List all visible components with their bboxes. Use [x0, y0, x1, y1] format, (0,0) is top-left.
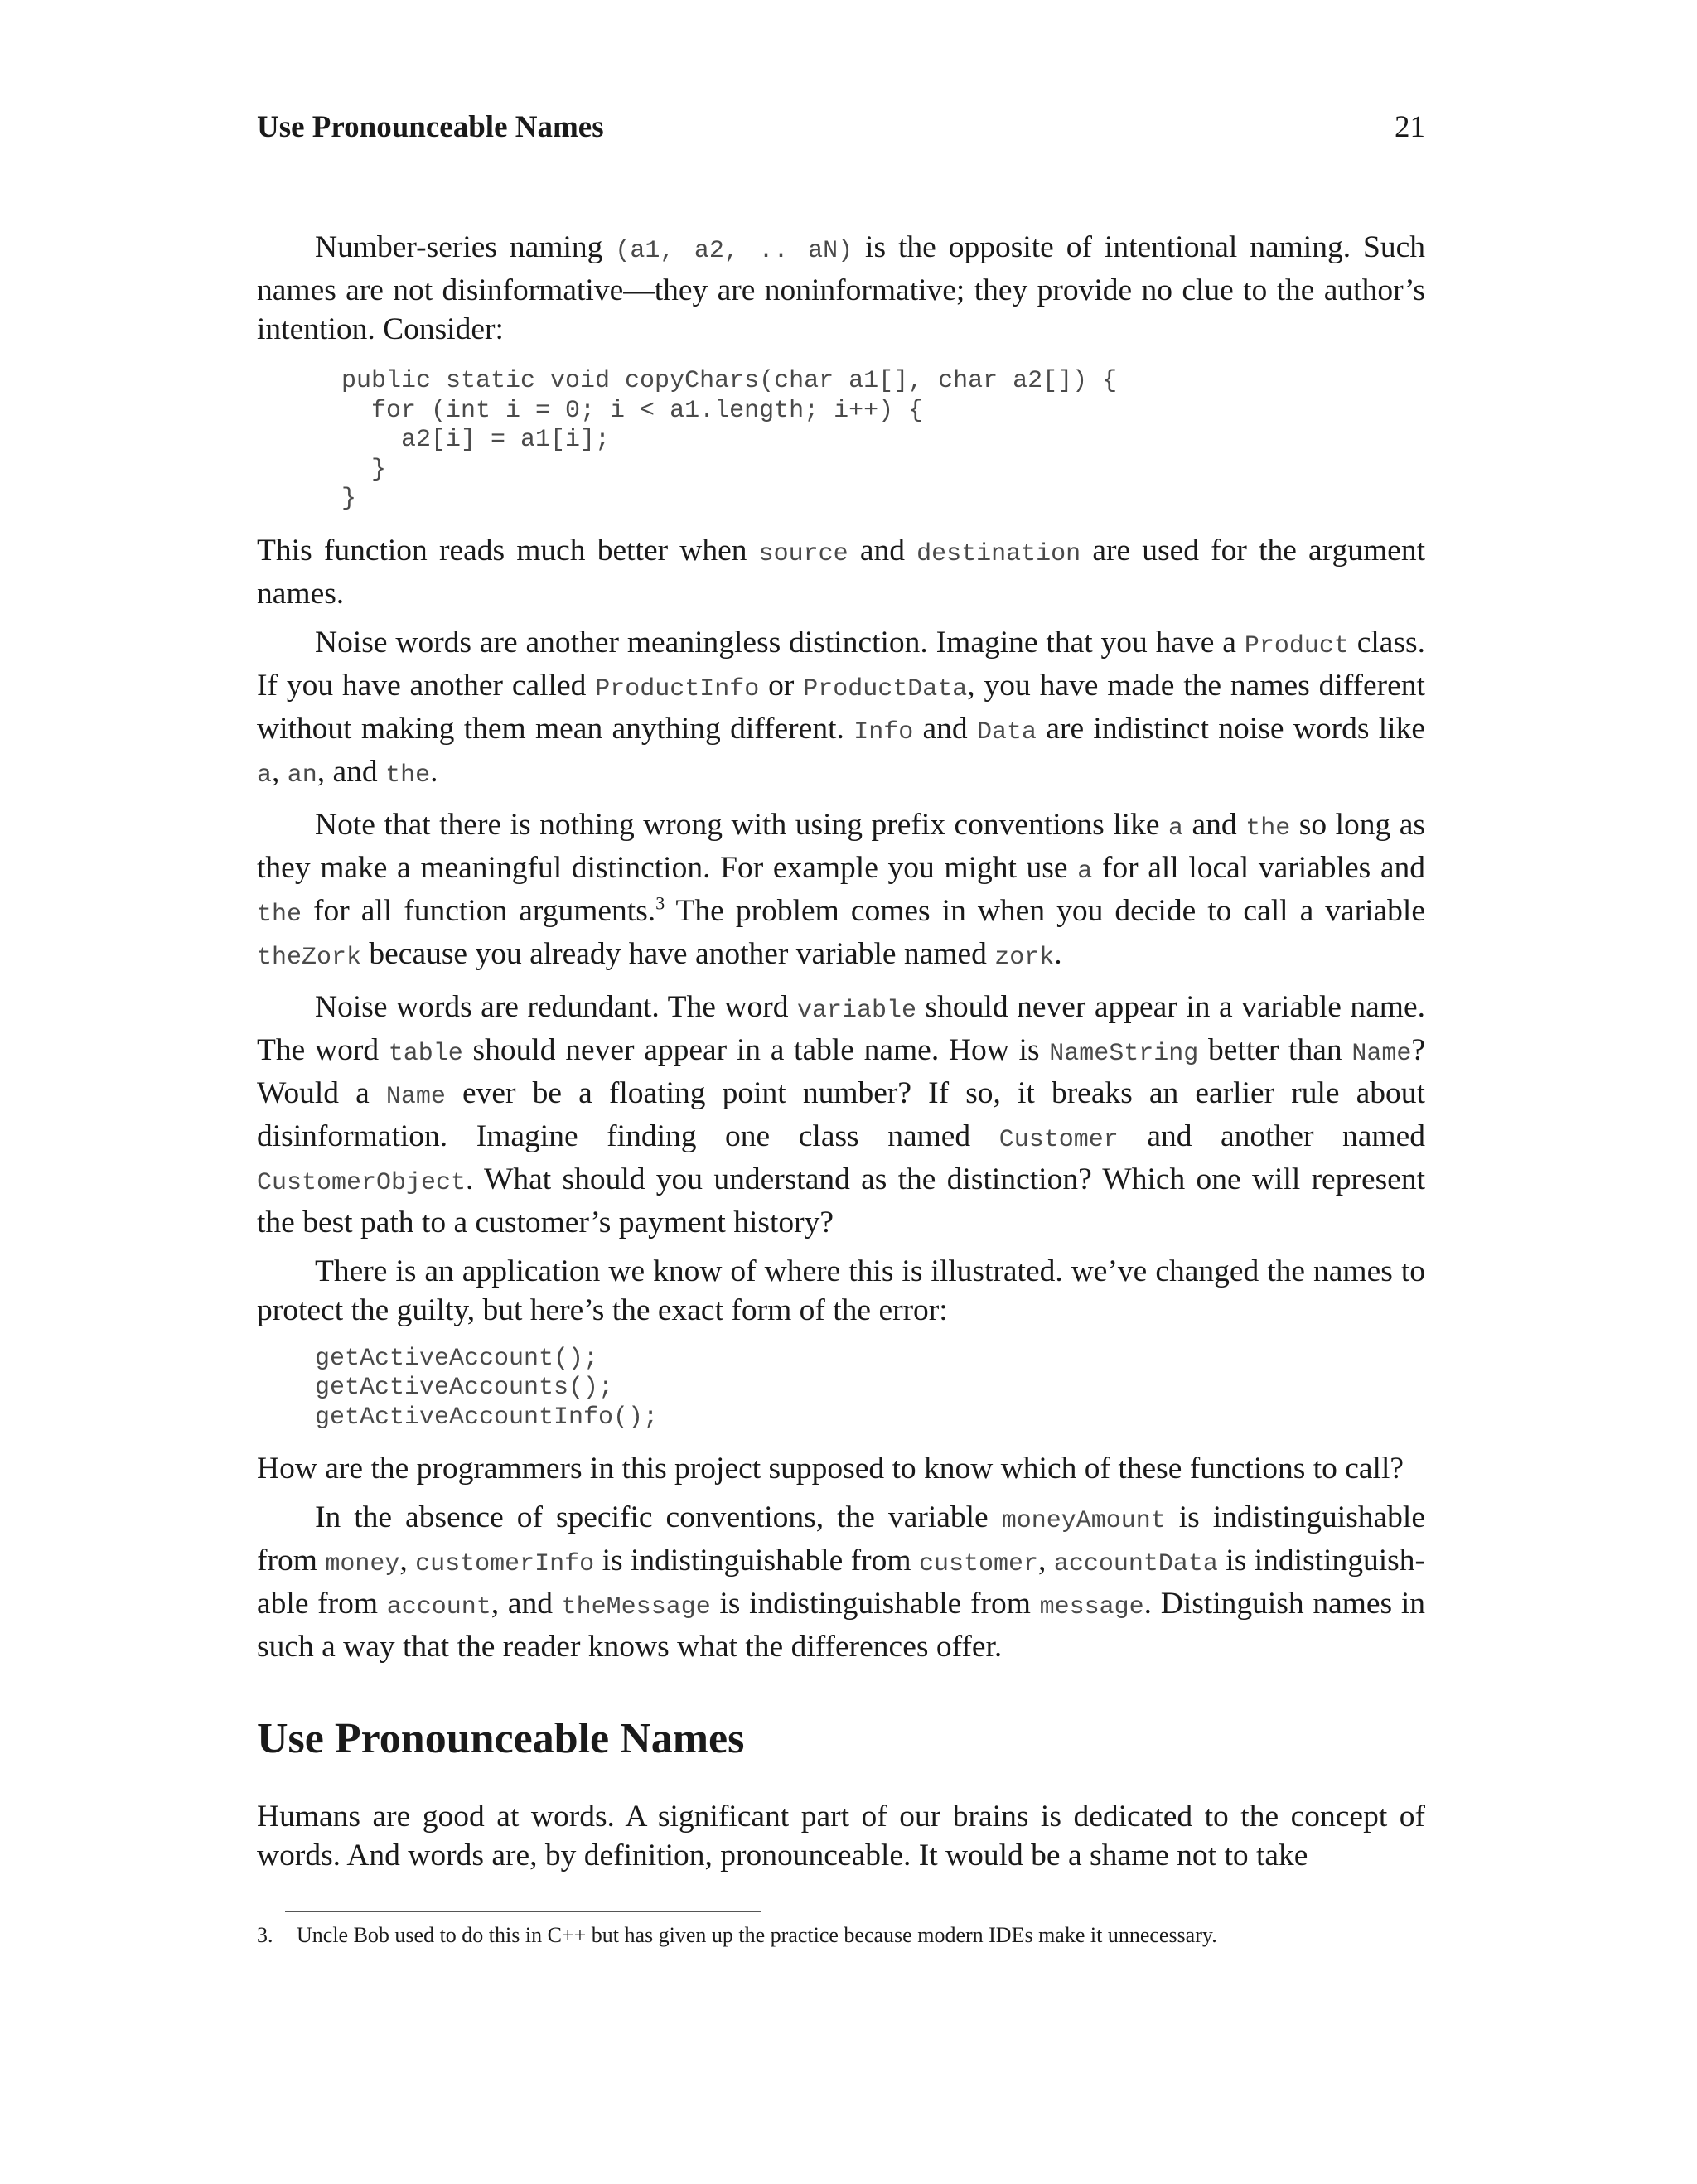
text-run: , you have made the names different without making them mean anything different.	[257, 668, 1425, 746]
book-page	[257, 0, 1425, 2184]
paragraph-redundant-words	[257, 988, 1425, 1242]
code-block-getactiveaccount: getActiveAccount(); getActiveAccounts(); getActiveAccountInfo();	[315, 1344, 659, 1432]
paragraph-noise-words	[257, 623, 1425, 795]
inline-code: Info	[853, 718, 914, 747]
inline-code: customer	[918, 1550, 1039, 1578]
inline-code: an	[287, 761, 317, 790]
inline-code: customerInfo	[415, 1550, 595, 1578]
inline-code: moneyAmount	[1001, 1507, 1166, 1535]
text-run: . Distinguish names in such a way that the reader knows what the differences offer.	[257, 1587, 1425, 1664]
text-run: better than	[1198, 1032, 1352, 1067]
text-run: are indistinct noise words like	[1037, 711, 1425, 746]
text-run: should never appear in a variable name. The word	[257, 989, 1425, 1067]
paragraph-application-example	[257, 1252, 1425, 1330]
inline-code: CustomerObject	[257, 1168, 467, 1197]
footnote-number: 3.	[257, 1923, 273, 1947]
text-run: This function reads much better when	[257, 533, 759, 568]
inline-code: Name	[385, 1082, 446, 1111]
text-run: ,	[399, 1544, 416, 1578]
text-run: because you already have another variable named	[361, 936, 995, 971]
inline-code: a	[257, 761, 273, 790]
inline-code: Data	[976, 718, 1037, 747]
inline-code: NameString	[1049, 1039, 1199, 1068]
inline-code: source	[758, 539, 848, 568]
text-run: .	[1054, 936, 1062, 971]
inline-code: message	[1039, 1593, 1144, 1621]
paragraph-humans-words	[257, 1797, 1425, 1875]
inline-code: theMessage	[561, 1593, 711, 1621]
inline-code: variable	[797, 996, 917, 1025]
inline-code: account	[386, 1593, 491, 1621]
footnote-divider	[285, 1911, 761, 1912]
inline-code: ProductData	[803, 674, 968, 703]
inline-code: (a1, a2, .. aN)	[615, 237, 853, 265]
text-run: . What should you understand as the distinction? Which one will represent the best path to a customer’s payment history?	[257, 1162, 1425, 1239]
text-run: How are the programmers in this project supposed to know which of these functions to call?	[257, 1452, 1404, 1486]
paragraph-distinguish-names	[257, 1498, 1425, 1666]
text-run: and	[1183, 807, 1246, 842]
page-number: 21	[1395, 110, 1425, 144]
text-run: Humans are good at words. A significant part of our brains is dedicated to the concept of words. And words are, by definition, pronounceable. It would be a shame not to take	[257, 1800, 1425, 1872]
inline-code: Name	[1351, 1039, 1412, 1068]
footnote-reference[interactable]: 3	[655, 892, 665, 913]
text-run: There is an application we know of where this is illustrated. we’ve changed the names to protect the guilty, but here’s the exact form of the error:	[257, 1254, 1425, 1327]
text-run: for all local variables and	[1092, 850, 1425, 885]
text-run: Note that there is nothing wrong with using prefix conventions like	[315, 807, 1169, 842]
text-run: is indistinguishable from	[257, 1500, 1425, 1578]
inline-code: Customer	[998, 1125, 1119, 1154]
footnote	[257, 1921, 1425, 1950]
text-run: or	[759, 668, 804, 703]
inline-code: accountData	[1053, 1550, 1218, 1578]
text-run: Noise words are redundant. The word	[315, 989, 798, 1024]
text-run: , and	[491, 1587, 562, 1621]
body-text	[257, 228, 1425, 1885]
section-heading: Use Pronounceable Names	[257, 1715, 745, 1762]
paragraph-prefix-conventions	[257, 805, 1425, 978]
text-run: ,	[1038, 1544, 1054, 1578]
text-run: and another named	[1118, 1119, 1425, 1153]
text-run: is indistinguishable from	[710, 1587, 1040, 1621]
text-run: ? Would a	[257, 1032, 1425, 1110]
inline-code: the	[385, 761, 431, 790]
inline-code: the	[1245, 814, 1291, 843]
text-run: and	[848, 533, 917, 568]
text-run: ever be a floating point number? If so, it breaks an earlier rule about disinformation. Imagine finding one class named	[257, 1075, 1425, 1153]
inline-code: money	[325, 1550, 400, 1578]
inline-code: destination	[916, 539, 1081, 568]
text-run: is indistinguishable from	[257, 1544, 1425, 1621]
footnote-text: Uncle Bob used to do this in C++ but has given up the practice because modern IDEs make it unnecessary.	[297, 1923, 1217, 1947]
text-run: and	[913, 711, 977, 746]
text-run: are used for the argument names.	[257, 533, 1425, 611]
inline-code: ProductInfo	[595, 674, 760, 703]
text-run: for all function arguments.	[302, 893, 656, 928]
running-head-title: Use Pronounceable Names	[257, 110, 604, 144]
paragraph-argument-names	[257, 531, 1425, 613]
inline-code: a	[1077, 857, 1093, 886]
inline-code: a	[1168, 814, 1184, 843]
text-run: class. If you have another called	[257, 625, 1425, 703]
text-run: ,	[272, 754, 288, 789]
text-run: The problem comes in when you decide to call a variable	[665, 893, 1425, 928]
text-run: should never appear in a table name. How is	[462, 1032, 1050, 1067]
inline-code: Product	[1244, 631, 1349, 660]
text-run: Noise words are another meaningless distinction. Imagine that you have a	[315, 625, 1245, 660]
running-head	[257, 109, 1425, 151]
text-run: , and	[317, 754, 386, 789]
text-run: so long as they make a meaningful distinction. For example you might use	[257, 807, 1425, 885]
inline-code: theZork	[257, 943, 362, 972]
text-run: .	[430, 754, 438, 789]
text-run: Number-series naming	[315, 230, 616, 264]
inline-code: table	[388, 1039, 463, 1068]
text-run: is the opposite of intentional naming. Such names are not disinformative—they are noninformative; they provide no clue to the author’s intention. Consider:	[257, 230, 1426, 346]
text-run: In the absence of specific conventions, the variable	[315, 1500, 1002, 1534]
inline-code: the	[257, 900, 302, 929]
inline-code: zork	[994, 943, 1055, 972]
text-run: is indistinguishable from	[594, 1544, 919, 1578]
paragraph-number-series	[257, 228, 1425, 349]
code-block-copychars: public static void copyChars(char a1[], char a2[]) { for (int i = 0; i < a1.length; i++) { a2[i] = a1[i]; } }	[341, 367, 1118, 513]
paragraph-which-function	[257, 1449, 1425, 1488]
